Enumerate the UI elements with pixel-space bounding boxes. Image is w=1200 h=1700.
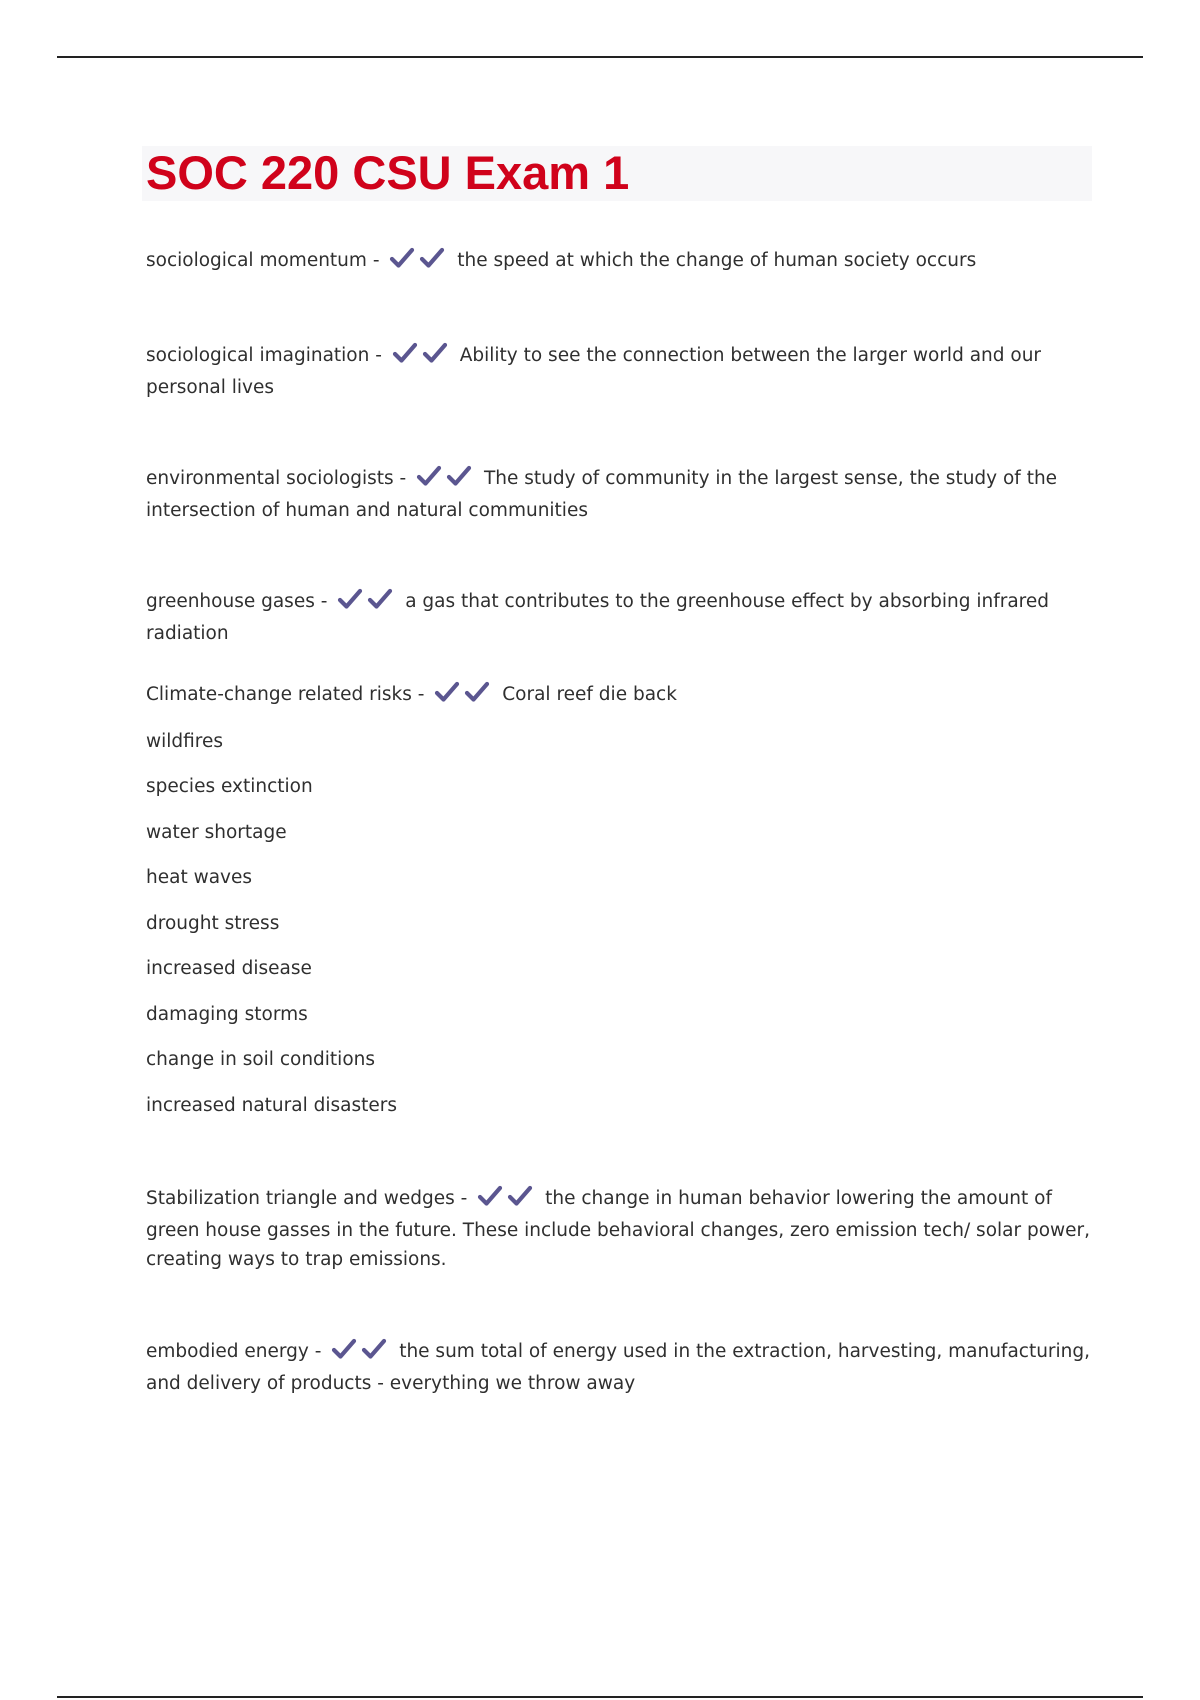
- double-check: [337, 588, 397, 619]
- card-term: environmental sociologists: [146, 468, 394, 489]
- card-separator: -: [320, 591, 328, 612]
- card-term: greenhouse gases: [146, 591, 315, 612]
- check-mark-icon: [416, 465, 442, 487]
- flashcard-sociological-imagination: [146, 341, 1096, 402]
- card-definition: Coral reef die back: [502, 684, 677, 705]
- check-mark-icon: [464, 681, 490, 703]
- flashcard-environmental-sociologists: [146, 464, 1096, 525]
- card-term: embodied energy: [146, 1341, 309, 1362]
- risk-list-item: increased disease: [146, 958, 312, 979]
- risk-list-item: damaging storms: [146, 1004, 308, 1025]
- card-definition: The study of community in the largest sense, the study of the intersection of human and natural communities: [146, 468, 1058, 521]
- check-mark-icon: [331, 1338, 357, 1360]
- check-mark-icon: [392, 342, 418, 364]
- check-mark-icon: [337, 588, 363, 610]
- double-check: [477, 1185, 537, 1216]
- double-check: [416, 465, 476, 496]
- card-separator: -: [314, 1341, 322, 1362]
- double-check: [434, 681, 494, 712]
- card-definition: the sum total of energy used in the extraction, harvesting, manufacturing, and delivery of products - everything we throw away: [146, 1341, 1091, 1394]
- card-term: sociological momentum: [146, 250, 367, 271]
- check-mark-icon: [507, 1185, 533, 1207]
- risk-list-item: increased natural disasters: [146, 1095, 397, 1116]
- check-mark-icon: [361, 1338, 387, 1360]
- card-definition: a gas that contributes to the greenhouse effect by absorbing infrared radiation: [146, 591, 1050, 644]
- risk-list-item: heat waves: [146, 867, 253, 888]
- card-separator: -: [417, 684, 425, 705]
- card-separator: -: [399, 468, 407, 489]
- risk-list-item: drought stress: [146, 913, 280, 934]
- check-mark-icon: [389, 247, 415, 269]
- double-check: [392, 342, 452, 373]
- double-check: [389, 247, 449, 278]
- risk-list-item: species extinction: [146, 776, 313, 797]
- card-definition: the speed at which the change of human society occurs: [457, 250, 977, 271]
- check-mark-icon: [446, 465, 472, 487]
- footer-rule: [57, 1696, 1143, 1698]
- header-rule: [57, 56, 1143, 58]
- check-mark-icon: [419, 247, 445, 269]
- card-separator: -: [460, 1188, 468, 1209]
- document-title: SOC 220 CSU Exam 1: [146, 146, 630, 199]
- check-mark-icon: [422, 342, 448, 364]
- check-mark-icon: [477, 1185, 503, 1207]
- card-term: Stabilization triangle and wedges: [146, 1188, 455, 1209]
- flashcard-embodied-energy: [146, 1337, 1096, 1398]
- risk-list-item: water shortage: [146, 822, 287, 843]
- check-mark-icon: [434, 681, 460, 703]
- double-check: [331, 1338, 391, 1369]
- card-definition: Ability to see the connection between the larger world and our personal lives: [146, 345, 1042, 398]
- card-separator: -: [372, 250, 380, 271]
- flashcard-stabilization-triangle: [146, 1184, 1096, 1274]
- card-separator: -: [375, 345, 382, 366]
- card-term: Climate-change related risks: [146, 684, 412, 705]
- card-term: sociological imagination: [146, 345, 370, 366]
- flashcard-greenhouse-gases: [146, 587, 1096, 648]
- risk-list-item: wildfires: [146, 731, 224, 752]
- risk-list-item: change in soil conditions: [146, 1049, 376, 1070]
- flashcard-sociological-momentum: [146, 246, 1096, 278]
- check-mark-icon: [367, 588, 393, 610]
- flashcard-climate-change-risks: [146, 680, 1096, 712]
- card-definition: the change in human behavior lowering the amount of green house gasses in the future. These include behavioral changes, zero emission tech/ solar power, creating ways to trap emissions.: [146, 1188, 1091, 1270]
